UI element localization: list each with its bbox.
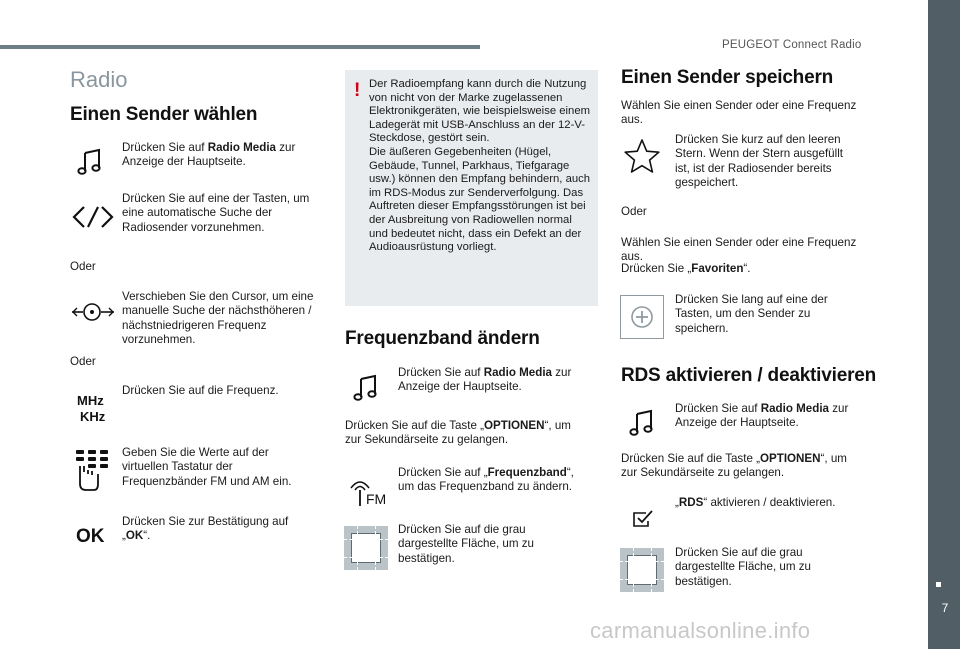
heading-change-band: Frequenzband ändern xyxy=(345,328,540,349)
page-edge-tab xyxy=(928,0,960,649)
mhz-icon: MHz KHz xyxy=(77,393,106,424)
col1-or-1: Oder xyxy=(70,260,96,273)
star-icon xyxy=(623,138,661,174)
col3-or: Oder xyxy=(621,205,647,218)
col1-step1: Drücken Sie auf Radio Media zur Anzeige der Hauptseite. xyxy=(122,141,296,169)
section-title: Radio xyxy=(70,67,128,92)
music-note-icon xyxy=(628,409,656,437)
col1-step5: Geben Sie die Werte auf der virtuellen Tastatur der Frequenzbänder FM und AM ein. xyxy=(122,446,292,488)
col2-step4: Drücken Sie auf die grau dargestellte Fläche, um zu bestätigen. xyxy=(398,523,534,565)
header-rule xyxy=(0,45,480,49)
col3-intro: Wählen Sie einen Sender oder eine Frequenz aus. xyxy=(621,99,857,127)
keypad-touch-icon xyxy=(74,448,110,492)
col2-step2: Drücken Sie auf die Taste „OPTIONEN“, um zur Sekundärseite zu gelangen. xyxy=(345,419,571,447)
col1-or-2: Oder xyxy=(70,355,96,368)
col1-step4: Drücken Sie auf die Frequenz. xyxy=(122,384,279,397)
tuning-slider-icon xyxy=(70,301,116,323)
col2-step3: Drücken Sie auf „Frequenzband“, um das Frequenzband zu ändern. xyxy=(398,466,574,494)
col2-step1: Drücken Sie auf Radio Media zur Anzeige der Hauptseite. xyxy=(398,366,572,394)
col1-step3: Verschieben Sie den Cursor, um eine manuelle Suche der nächsthöheren / nächstniedrigeren Frequenz vorzunehmen. xyxy=(122,290,314,347)
grey-area-icon xyxy=(620,548,664,592)
watermark: carmanualsonline.info xyxy=(590,618,811,643)
heading-save-station: Einen Sender speichern xyxy=(621,67,834,88)
col3-favorites: Drücken Sie „Favoriten“. xyxy=(621,262,751,275)
col3-rds-step4: Drücken Sie auf die grau dargestellte Fläche, um zu bestätigen. xyxy=(675,546,811,588)
col3-intro2: Wählen Sie einen Sender oder eine Frequenz aus. xyxy=(621,236,857,264)
fm-band-icon xyxy=(348,474,390,508)
seek-arrows-icon xyxy=(70,204,116,230)
checkbox-icon xyxy=(632,509,654,529)
warning-mark-icon: ! xyxy=(354,80,361,101)
music-note-icon xyxy=(76,148,104,176)
page-marker xyxy=(936,582,941,587)
music-note-icon xyxy=(352,374,380,402)
col3-rds-step3: „RDS“ aktivieren / deaktivieren. xyxy=(675,496,836,509)
col3-rds-step1: Drücken Sie auf Radio Media zur Anzeige der Hauptseite. xyxy=(675,402,849,430)
page-number: 7 xyxy=(941,601,949,615)
warning-note-text: Der Radioempfang kann durch die Nutzung von nicht von der Marke zugelassenen Elektronikgeräten, wie beispielsweise einem Ladegerät mit USB-Anschluss an der 12-V-Steckdose, gestört sein. Die äußeren Gegebenheiten (Hügel, Gebäude, Tunnel, Parkhaus, Tiefgarage usw.) können den Empfang behindern, auch im RDS-Modus zur Senderverfolgung. Das Auftreten dieser Empfangsstörungen ist bei der Ausbreitung von Radiowellen normal und bedeutet nicht, dass ein Defekt an der Audioausrüstung vorliegt. xyxy=(369,78,591,254)
plus-circle-icon xyxy=(620,295,664,339)
col3-long-press: Drücken Sie lang auf eine der Tasten, um den Sender zu speichern. xyxy=(675,293,828,335)
grey-area-icon xyxy=(344,526,388,570)
col3-star-text: Drücken Sie kurz auf den leeren Stern. Wenn der Stern ausgefüllt ist, ist der Radiosender bereits gespeichert. xyxy=(675,133,843,190)
heading-rds: RDS aktivieren / deaktivieren xyxy=(621,365,877,386)
warning-note-box xyxy=(345,70,598,306)
manual-title: PEUGEOT Connect Radio xyxy=(722,39,862,51)
preset-slot-icon xyxy=(620,295,664,339)
fm-label: FM xyxy=(366,491,387,507)
heading-select-station: Einen Sender wählen xyxy=(70,104,258,125)
ok-icon: OK xyxy=(76,526,105,547)
col1-step6: Drücken Sie zur Bestätigung auf „OK“. xyxy=(122,515,289,543)
col1-step2: Drücken Sie auf eine der Tasten, um eine automatische Suche der Radiosender vorzunehmen. xyxy=(122,192,310,234)
col3-rds-step2: Drücken Sie auf die Taste „OPTIONEN“, um zur Sekundärseite zu gelangen. xyxy=(621,452,847,480)
